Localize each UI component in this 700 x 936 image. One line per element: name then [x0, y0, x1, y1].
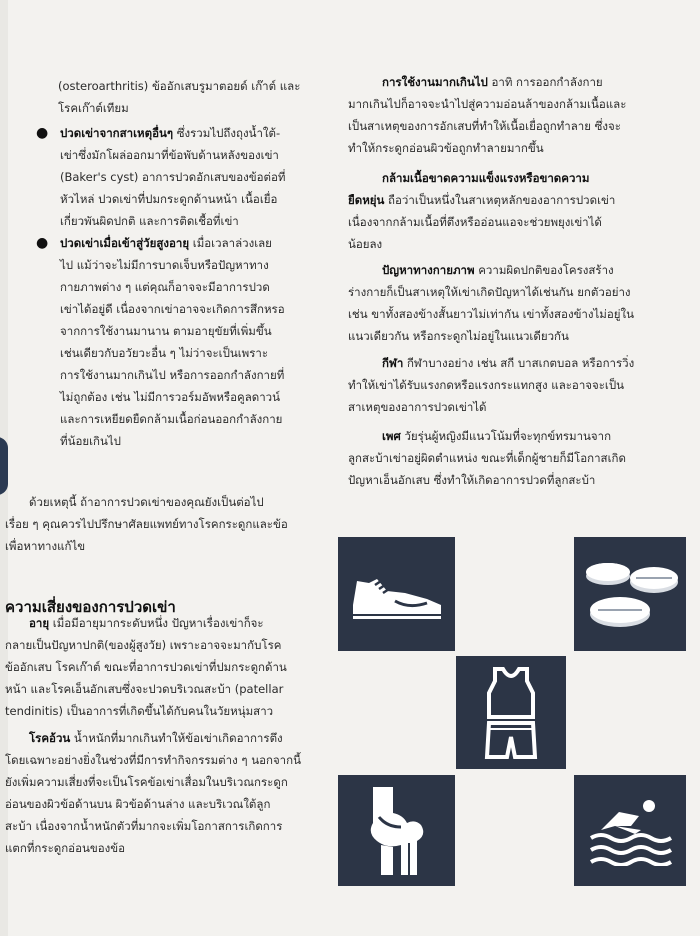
text-line: เมื่อมีอายุมากระดับหนึ่ง ปัญหาเรื่องเข่าก็จะ	[49, 616, 264, 630]
text-line: เช่น ขาทั้งสองข้างสั้นยาวไม่เท่ากัน เข่าทั้งสองข้างไม่อยู่ใน	[348, 307, 634, 321]
paragraph-lead: กล้ามเนื้อขาดความแข็งแรงหรือขาดความ	[382, 171, 590, 185]
text-line: ร่างกายก็เป็นสาเหตุให้เข่าเกิดปัญหาได้เช่นกัน ยกตัวอย่าง	[348, 285, 631, 299]
text-line: โดยเฉพาะอย่างยิ่งในช่วงที่มีการทำกิจกรรมต่าง ๆ นอกจากนี้	[5, 753, 301, 767]
text-line: เมื่อเวลาล่วงเลย	[189, 236, 272, 250]
text-line: เป็นสาเหตุของการอักเสบที่ทำให้เนื้อเยื่อถูกทำลาย ซึ่งจะ	[348, 119, 621, 133]
swimmer-icon	[585, 796, 675, 866]
text-line: ถือว่าเป็นหนึ่งในสาเหตุหลักของอาการปวดเข่า	[384, 193, 616, 207]
text-line: ปัญหาเอ็นอักเสบ ซึ่งทำให้เกิดอาการปวดที่ลูกสะบ้า	[348, 473, 596, 487]
text-line: เพื่อหาทางแก้ไข	[5, 539, 86, 553]
sport-paragraph	[348, 352, 693, 418]
paragraph-lead: กีฬา	[382, 356, 404, 370]
text-line: การใช้งานมากเกินไป หรือการออกกำลังกายที่	[60, 368, 285, 382]
text-line: น้อยลง	[348, 237, 383, 251]
physical-paragraph	[348, 259, 693, 347]
text-line: ทำให้เข่าได้รับแรงกดหรือแรงกระแทกสูง และอาจจะเป็น	[348, 378, 625, 392]
text-line: หน้า และโรคเอ็นอักเสบซึ่งจะปวดบริเวณสะบ้า (patellar	[5, 682, 284, 696]
text-line: เรื่อย ๆ คุณควรไปปรึกษาศัลยแพทย์ทางโรคกระดูกและข้อ	[5, 517, 288, 531]
text-line: อาทิ การออกกำลังกาย	[487, 75, 603, 89]
text-line: เข่าได้อยู่ดี เนื่องจากเข่าอาจจะเกิดการสึกหรอ	[60, 302, 285, 316]
age-paragraph	[5, 612, 330, 722]
paragraph-lead-cont: ยืดหยุ่น	[348, 193, 385, 207]
pills-icon	[578, 554, 682, 634]
text-line: และการเหยียดยืดกล้ามเนื้อก่อนออกกำลังกาย	[60, 412, 283, 426]
text-line: ที่น้อยเกินไป	[60, 434, 121, 448]
paragraph-lead: เพศ	[382, 429, 401, 443]
bullet-lead: ปวดเข่าเมื่อเข้าสู่วัยสูงอายุ	[60, 236, 190, 250]
knee-tile	[338, 775, 455, 886]
swimmer-tile	[574, 775, 686, 886]
overuse-paragraph	[348, 71, 693, 159]
bullet-lead: ปวดเข่าจากสาเหตุอื่นๆ	[60, 126, 174, 140]
section-heading: ความเสี่ยงของการปวดเข่า	[5, 598, 176, 616]
text-line: ซึ่งรวมไปถึงถุงน้ำใต้-	[173, 126, 281, 140]
sneaker-tile	[338, 537, 455, 651]
chapter-tab	[0, 437, 8, 495]
text-line: แตกที่กระดูกอ่อนของข้อ	[5, 841, 125, 855]
bullet-icon: ●	[36, 125, 49, 141]
text-line: ไป แม้ว่าจะไม่มีการบาดเจ็บหรือปัญหาทาง	[60, 258, 269, 272]
list-item	[36, 122, 318, 232]
text-line: กีฬาบางอย่าง เช่น สกี บาสเกตบอล หรือการวิ่ง	[403, 356, 635, 370]
gender-paragraph	[348, 425, 693, 491]
intro-paragraph	[58, 75, 328, 119]
text-line: อ่อนของผิวข้อด้านบน ผิวข้อด้านล่าง และบริเวณใต้ลูก	[5, 797, 271, 811]
text-line: เช่นเดียวกับอวัยวะอื่น ๆ ไม่ว่าจะเป็นเพราะ	[60, 346, 269, 360]
paragraph-lead: โรคอ้วน	[29, 731, 71, 745]
text-line: ความผิดปกติของโครงสร้าง	[474, 263, 614, 277]
text-line: หัวไหล่ ปวดเข่าที่ปมกระดูกด้านหน้า เนื้อเยื่อ	[60, 192, 278, 206]
sportswear-tile	[456, 656, 566, 769]
muscle-paragraph	[348, 167, 693, 255]
paragraph-lead: การใช้งานมากเกินไป	[382, 75, 488, 89]
summary-paragraph	[5, 491, 330, 557]
knee-joint-icon	[357, 783, 437, 879]
text-line: tendinitis) เป็นอาการที่เกิดขึ้นได้กับคนในวัยหนุ่มสาว	[5, 704, 274, 718]
text-line: กายภาพต่าง ๆ แต่คุณก็อาจจะมีอาการปวด	[60, 280, 270, 294]
sportswear-icon	[481, 665, 541, 761]
text-line: กลายเป็นปัญหาปกติ(ของผู้สูงวัย) เพราะอาจจะมากับโรค	[5, 638, 282, 652]
text-line: ทำให้กระดูกอ่อนผิวข้อถูกทำลายมากขึ้น	[348, 141, 544, 155]
bullet-icon: ●	[36, 235, 49, 251]
text-line: สาเหตุของอาการปวดเข่าได้	[348, 400, 487, 414]
list-item	[36, 232, 318, 452]
cause-list	[36, 122, 318, 452]
obesity-paragraph	[5, 727, 330, 859]
text-line: จากการใช้งานมานาน ตามอายุขัยที่เพิ่มขึ้น	[60, 324, 272, 338]
sneaker-icon	[347, 559, 447, 629]
text-line: เข่าซึ่งมักโผล่ออกมาที่ข้อพับด้านหลังของเข่า	[60, 148, 279, 162]
text-line: ยังเพิ่มความเสี่ยงที่จะเป็นโรคข้อเข่าเสื่อมในบริเวณกระดูก	[5, 775, 288, 789]
text-line: (osteroarthritis) ข้ออักเสบรูมาตอยด์ เก๊าต์ และ	[58, 79, 301, 93]
text-line: ข้ออักเสบ โรคเก๊าต์ ขณะที่อาการปวดเข่าที่ปมกระดูกด้าน	[5, 660, 287, 674]
text-line: ไม่ถูกต้อง เช่น ไม่มีการวอร์มอัพหรือคูลดาวน์	[60, 390, 280, 404]
text-line: เนื่องจากกล้ามเนื้อที่ตึงหรืออ่อนแอจะช่วยพยุงเข่าได้	[348, 215, 602, 229]
text-line: ลูกสะบ้าเข่าอยู่ผิดตำแหน่ง ขณะที่เด็กผู้ชายก็มีโอกาสเกิด	[348, 451, 626, 465]
text-line: (Baker's cyst) อาการปวดอักเสบของข้อต่อที่	[60, 170, 286, 184]
pills-tile	[574, 537, 686, 651]
text-line: โรคเก๊าต์เทียม	[58, 101, 129, 115]
text-line: แนวเดียวกัน หรือกระดูกไม่อยู่ในแนวเดียวกัน	[348, 329, 569, 343]
paragraph-lead: อายุ	[29, 616, 50, 630]
text-line: วัยรุ่นผู้หญิงมีแนวโน้มที่จะทุกข์ทรมานจาก	[400, 429, 612, 443]
text-line: มากเกินไปก็อาจจะนำไปสู่ความอ่อนล้าของกล้ามเนื้อและ	[348, 97, 627, 111]
text-line: ด้วยเหตุนี้ ถ้าอาการปวดเข่าของคุณยังเป็นต่อไป	[29, 495, 264, 509]
text-line: เกี่ยวพันผิดปกติ และการติดเชื้อที่เข่า	[60, 214, 239, 228]
text-line: น้ำหนักที่มากเกินทำให้ข้อเข่าเกิดอาการตึง	[70, 731, 283, 745]
paragraph-lead: ปัญหาทางกายภาพ	[382, 263, 475, 277]
text-line: สะบ้า เนื่องจากน้ำหนักตัวที่มากจะเพิ่มโอกาสการเกิดการ	[5, 819, 283, 833]
